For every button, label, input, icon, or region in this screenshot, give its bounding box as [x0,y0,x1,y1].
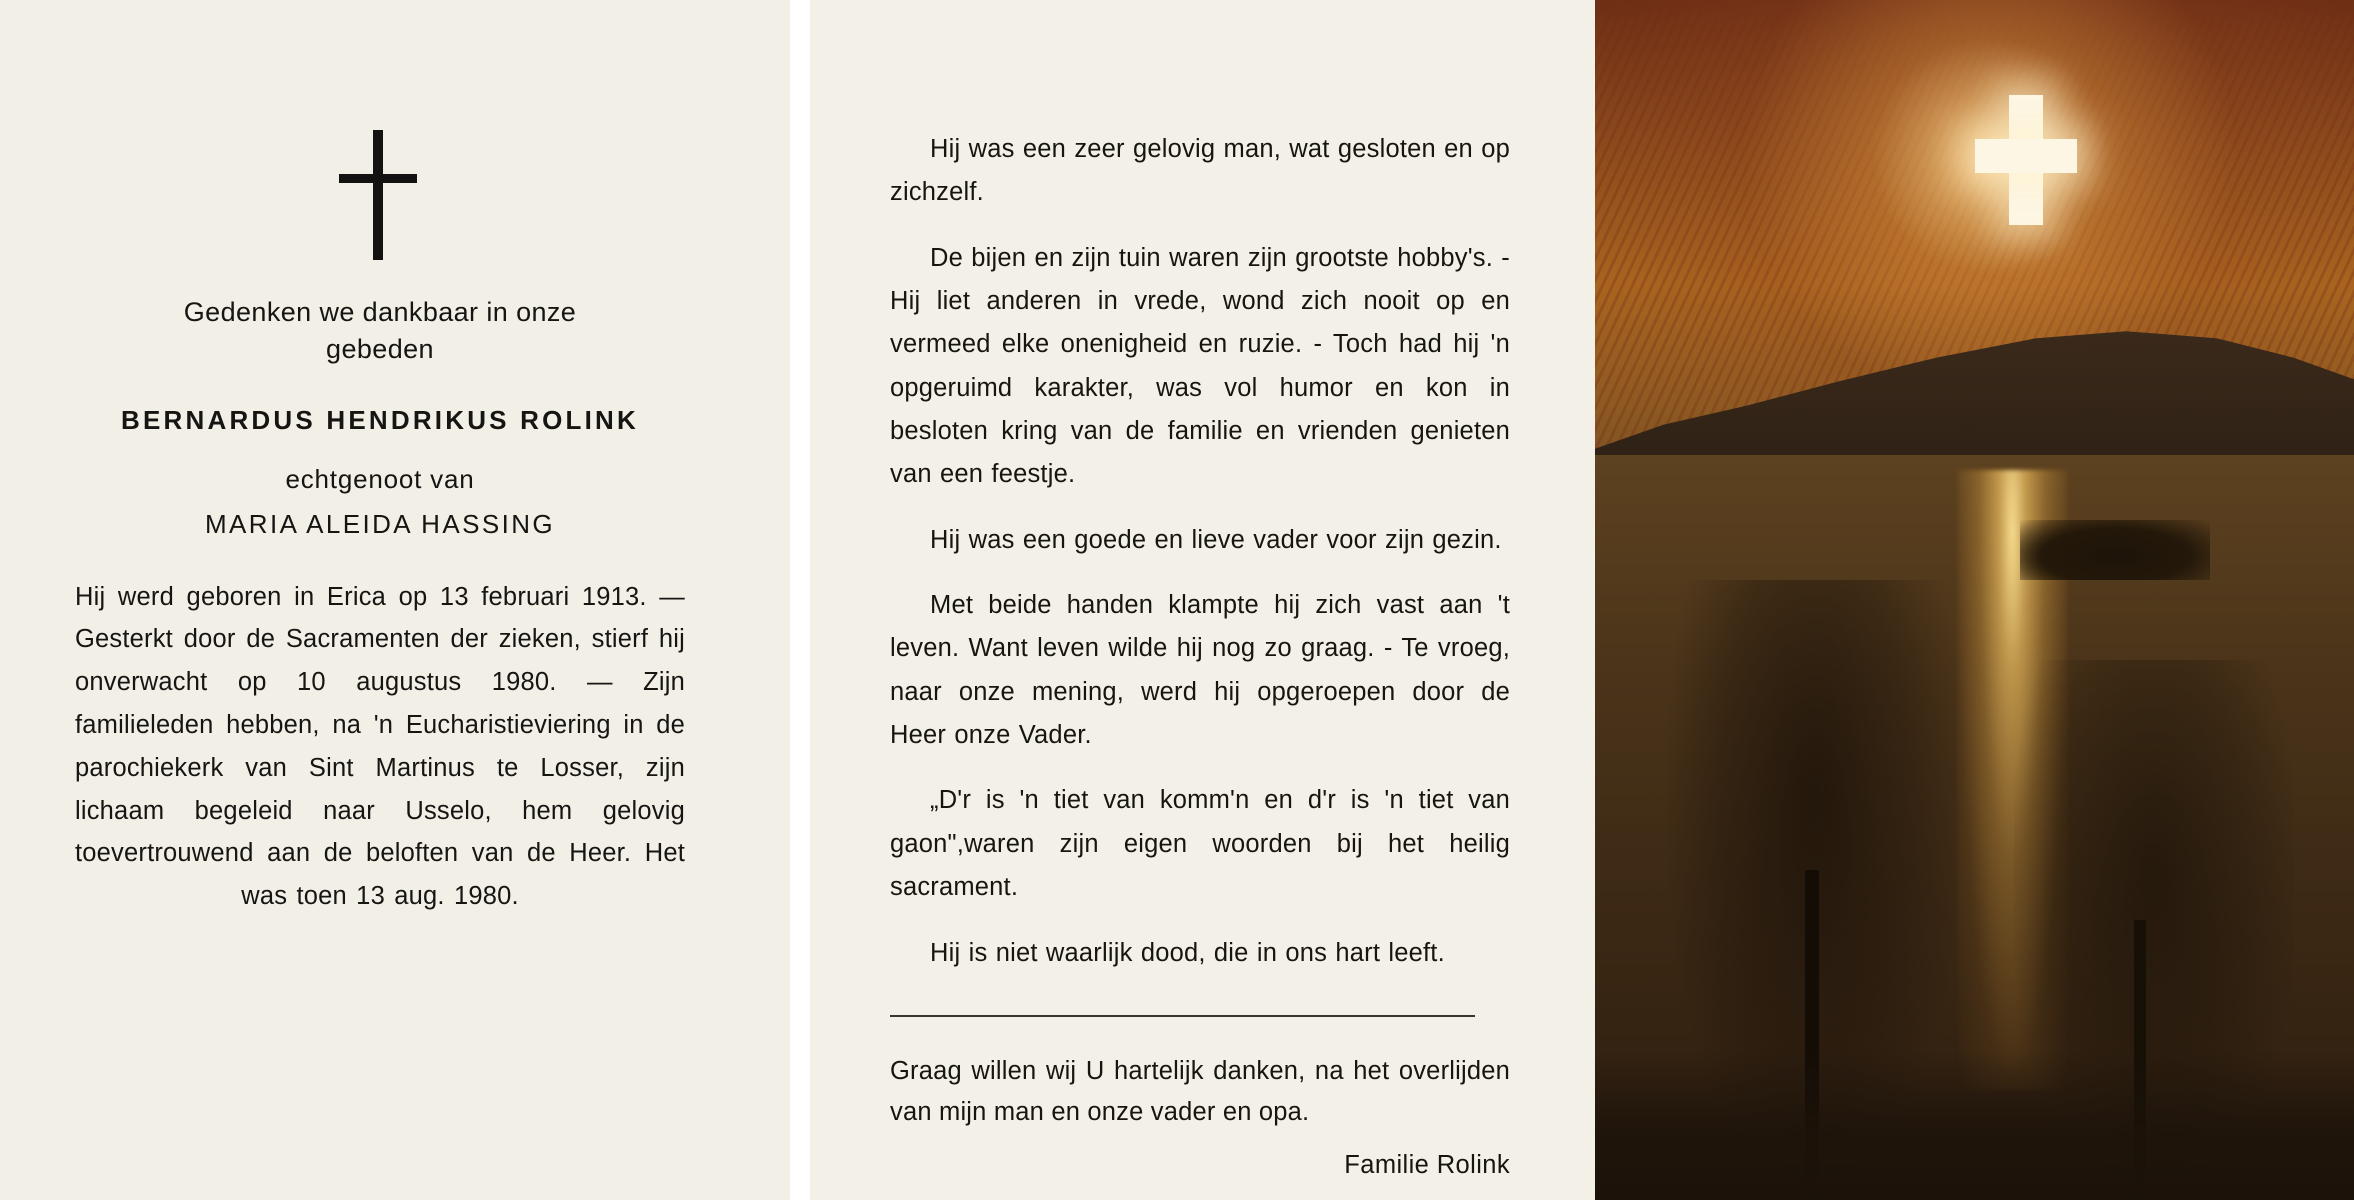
card-fold-gutter [790,0,810,1200]
left-panel [0,0,790,1200]
latin-cross-icon [70,130,690,260]
shore-foreground [1595,1050,2354,1200]
eulogy-paragraph: Hij was een zeer gelovig man, wat gesloten en op zichzelf. [890,135,1510,207]
photo-panel [1595,0,2354,1200]
deceased-name: BERNARDUS HENDRIKUS ROLINK [121,404,639,435]
spouse-name: MARIA ALEIDA HASSING [205,508,555,539]
thanks-text: Graag willen wij U hartelijk danken, na het overlijden van mijn man en onze vader en opa. [890,1056,1510,1127]
middle-panel-content [890,128,1510,1180]
middle-panel [810,0,1595,1200]
biography-text: Hij werd geboren in Erica op 13 februari 1913. — Gesterkt door de Sacramenten der zieken, stierf hij onverwacht op 10 augustus 1980. — Zijn familieleden hebben, na 'n Eucharistieviering in de parochiekerk van Sint Martinus te Losser, zijn lichaam begeleid naar Usselo, hem gelovig toevertrouwend aan de beloften van de Heer. Het was toen 13 aug. 1980. [75,582,685,911]
island-silhouette [2020,520,2210,580]
eulogy-paragraph: „D'r is 'n tiet van komm'n en d'r is 'n tiet van gaon",waren zijn eigen woorden bij het heilig sacrament. [890,786,1510,902]
eulogy-paragraph: Hij was een goede en lieve vader voor zijn gezin. [930,525,1502,554]
left-panel-content [70,130,690,918]
family-signature: Familie Rolink [1344,1151,1510,1180]
spouse-label: echtgenoot van [285,463,475,494]
horizontal-divider [890,1015,1475,1017]
eulogy-paragraph: Hij is niet waarlijk dood, die in ons hart leeft. [930,938,1445,967]
dedication-line-2: gebeden [326,334,434,365]
eulogy-paragraph: Met beide handen klampte hij zich vast aan 't leven. Want leven wilde hij nog zo graag. - Te vroeg, naar onze mening, werd hij opgeroepen door de Heer onze Vader. [890,591,1510,750]
dedication-line-1: Gedenken we dankbaar in onze [183,297,577,327]
eulogy-paragraph: De bijen en zijn tuin waren zijn grootste hobby's. - Hij liet anderen in vrede, wond zich nooit op en vermeed elke onenigheid en ruzie. - Toch had hij 'n opgeruimd karakter, was vol humor en kon in besloten kring van de familie en vrienden genieten van een feestje. [890,243,1510,489]
cross-horizontal-bar [1975,139,2077,173]
